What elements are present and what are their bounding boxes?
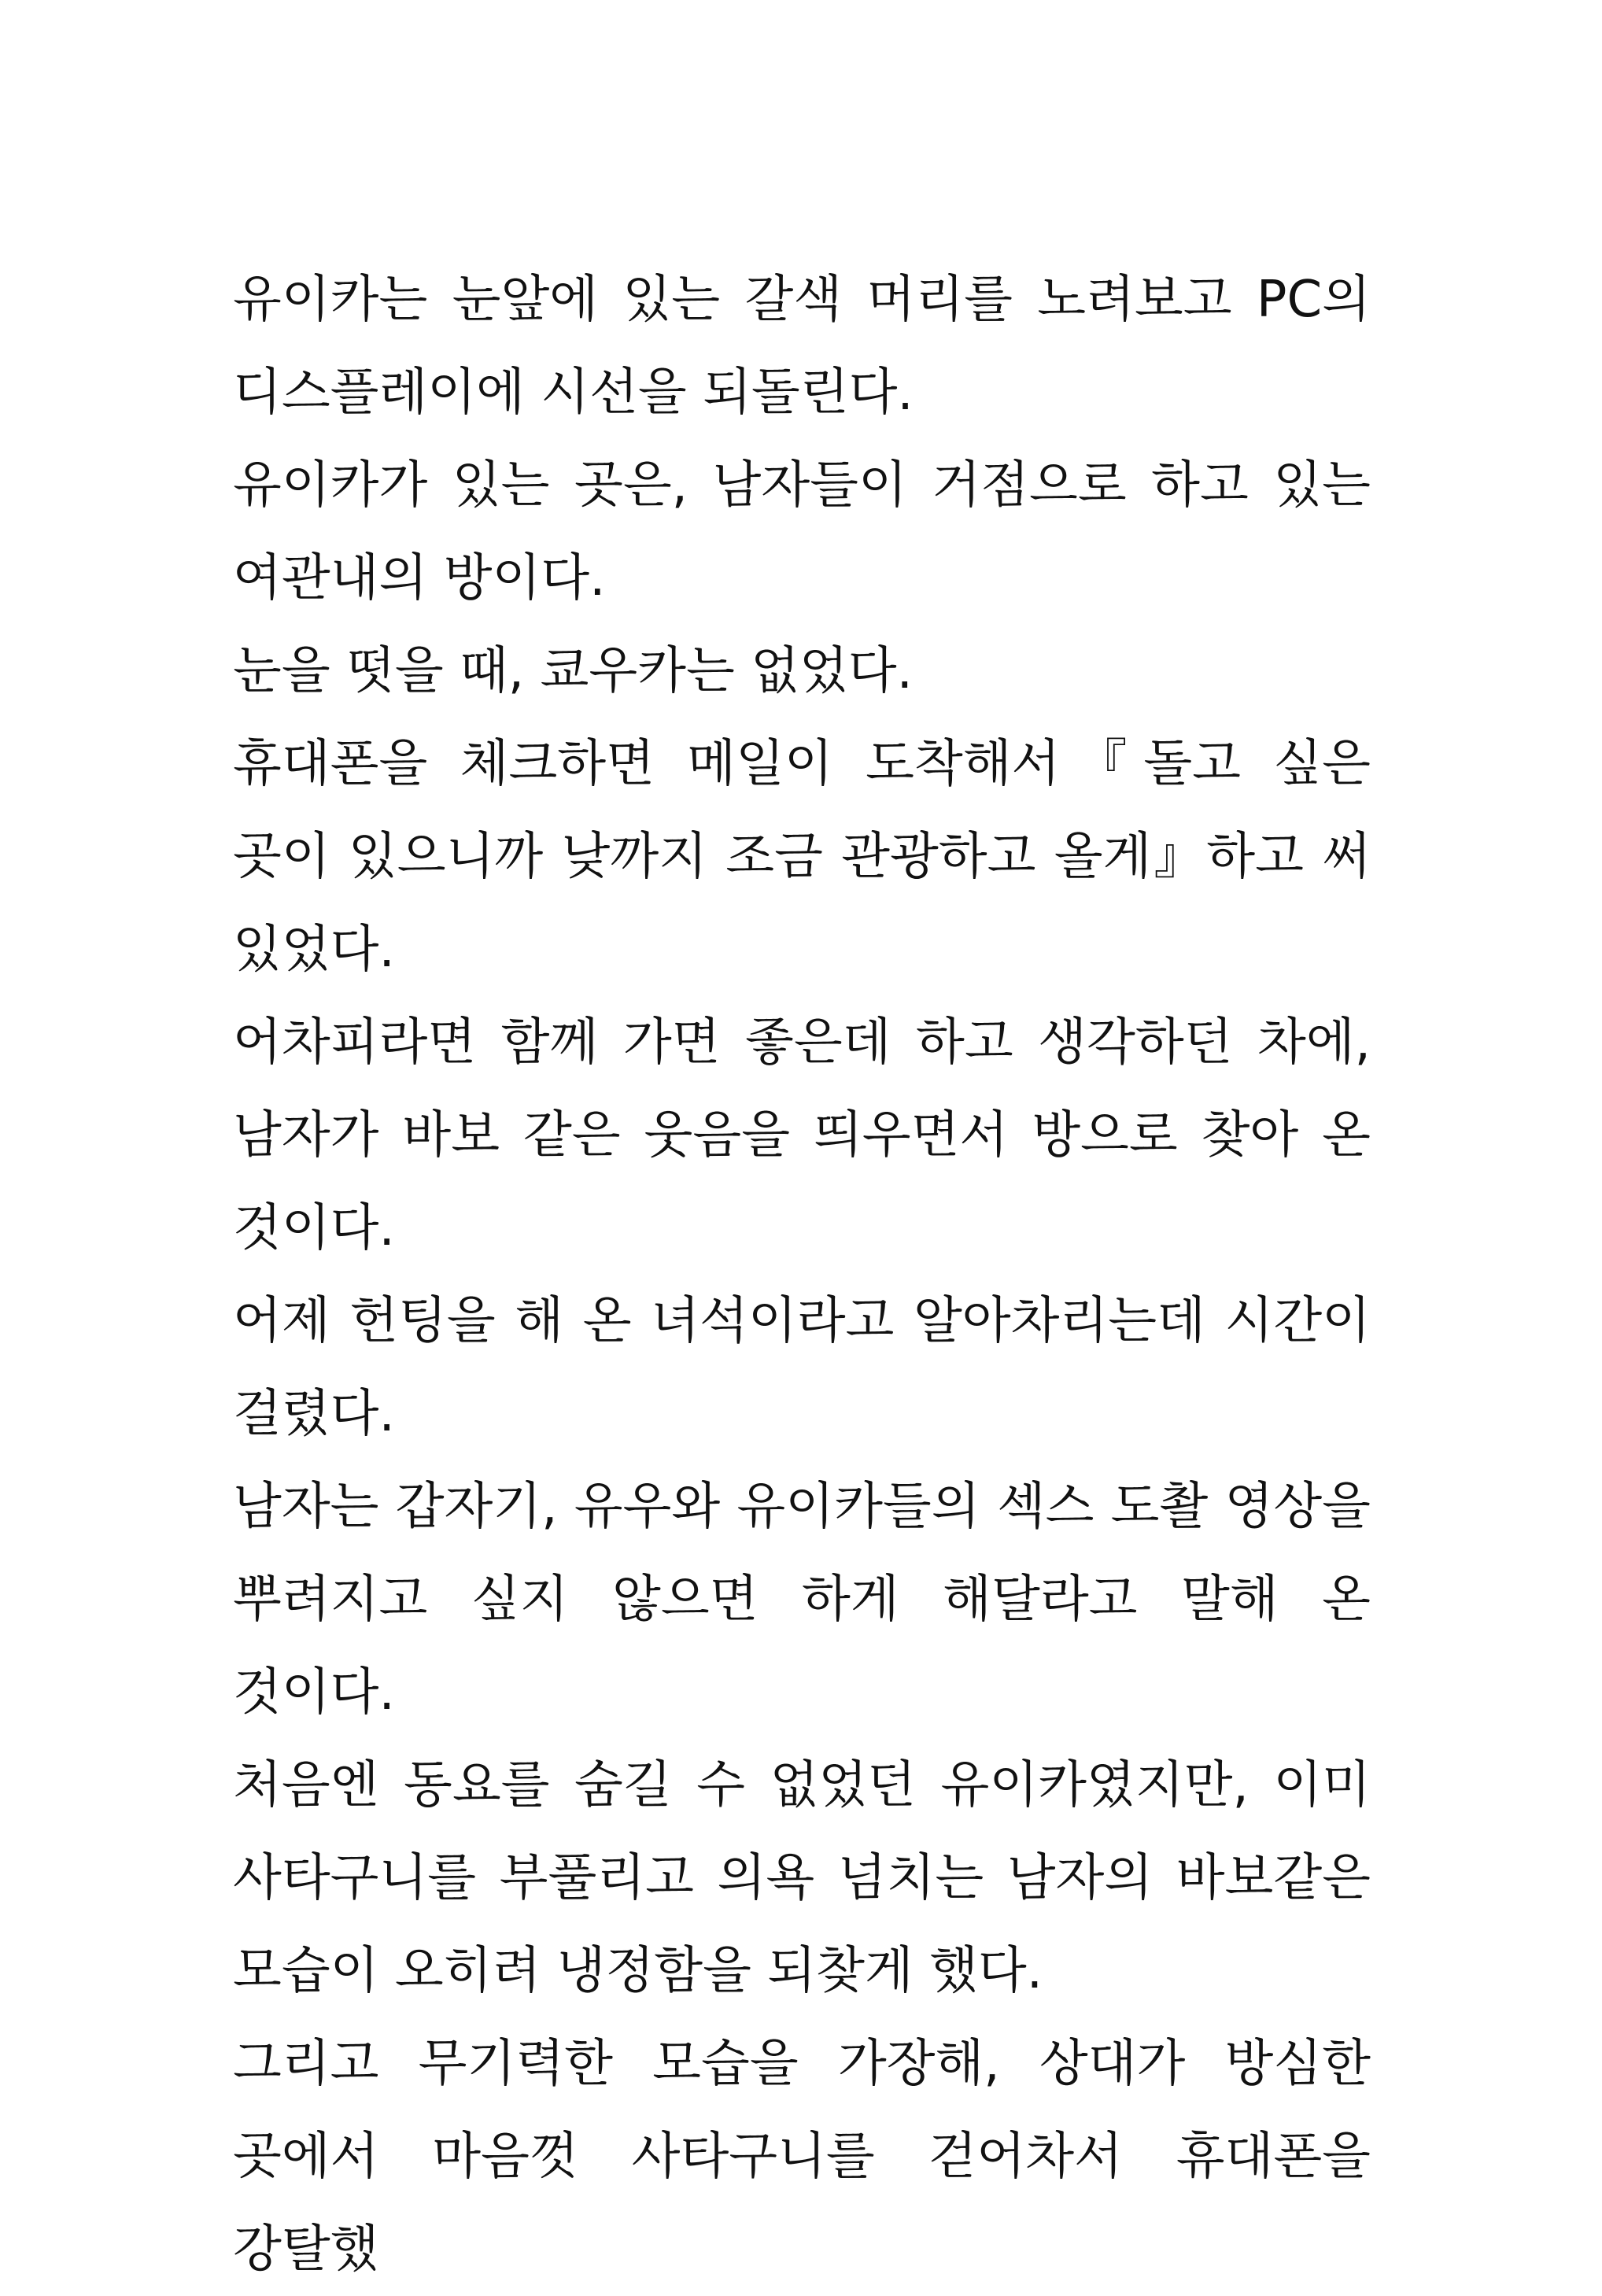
paragraph-2: 유이카가 있는 곳은, 남자들이 거점으로 하고 있는 여관내의 방이다.	[233, 456, 1371, 607]
paragraph-4: 휴대폰을 체크하면 메일이 도착해서『돌고 싶은 곳이 있으니까 낮까지 조금 관광하고 올게』하고 써 있었다.	[233, 735, 1371, 979]
paragraph-9: 그리고 무기력한 모습을 가장해, 상대가 방심한 곳에서 마음껏 사타구니를 걷어차서 휴대폰을 강탈했	[233, 2035, 1371, 2279]
paragraph-8: 처음엔 동요를 숨길 수 없었던 유이카였지만, 이미 사타구니를 부풀리고 의욕 넘치는 남자의 바보같은 모습이 오히려 냉정함을 되찾게 했다.	[233, 1756, 1371, 2000]
paragraph-5: 어차피라면 함께 가면 좋은데 하고 생각하던 차에, 남자가 바보 같은 웃음을 띄우면서 방으로 찾아 온 것이다.	[233, 1013, 1371, 1257]
paragraph-1: 유이카는 눈앞에 있는 갈색 머리를 노려보고 PC의 디스플레이에 시선을 되돌린다.	[233, 271, 1371, 422]
body-text	[233, 253, 1371, 2296]
paragraph-6: 어제 헌팅을 해 온 녀석이라고 알아차리는데 시간이 걸렸다.	[233, 1292, 1371, 1443]
paragraph-3: 눈을 떳을 때, 쿄우카는 없었다.	[233, 642, 913, 700]
paragraph-7: 남자는 갑자기, 유우와 유이카들의 섹스 도촬 영상을 뿌려지고 싶지 않으면 하게 해달라고 말해 온 것이다.	[233, 1478, 1371, 1722]
